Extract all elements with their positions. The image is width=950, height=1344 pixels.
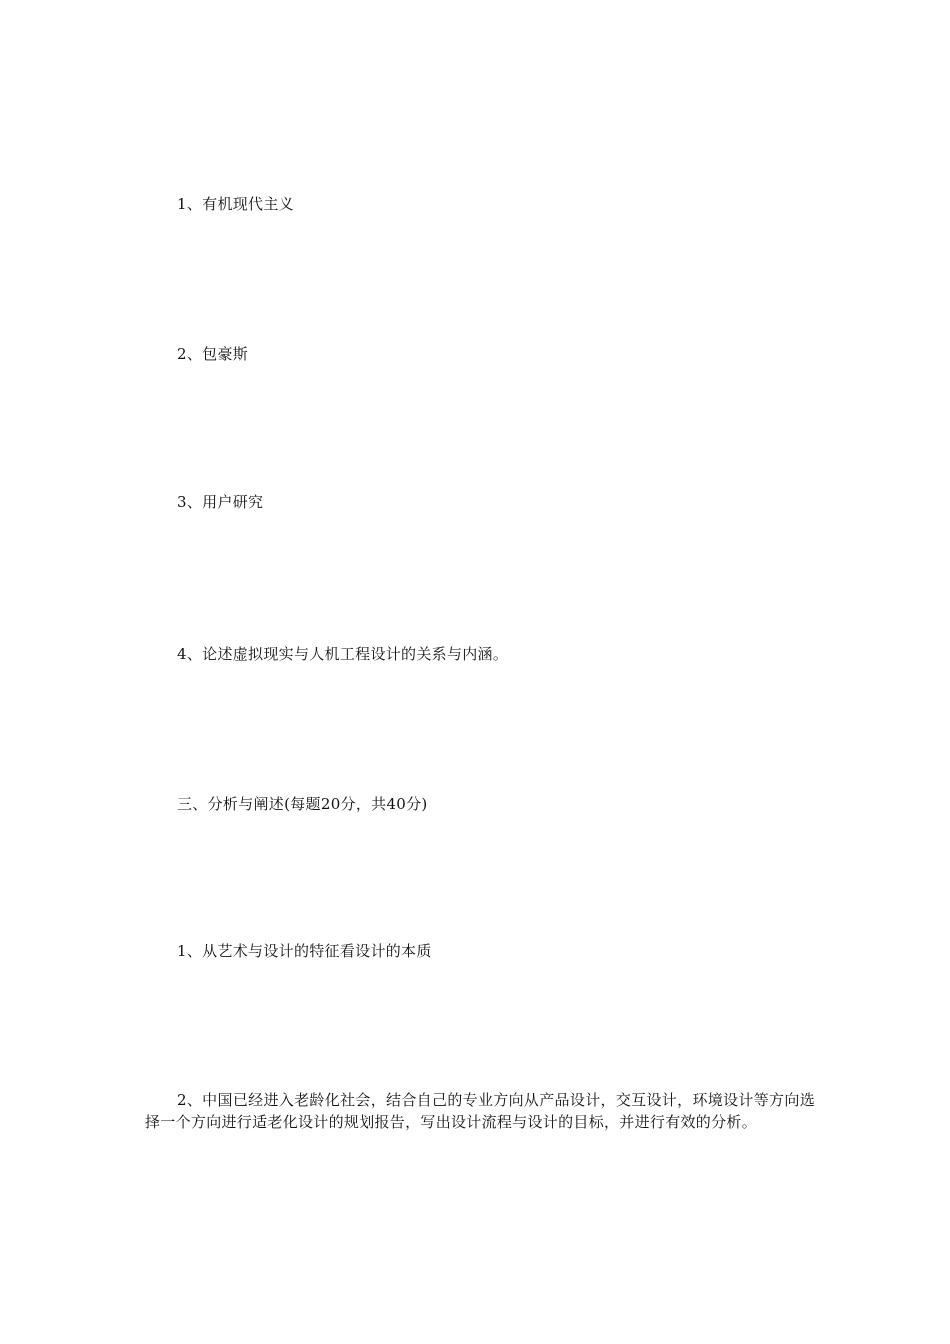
question-item-vr-ergonomics: 4、论述虚拟现实与人机工程设计的关系与内涵。 xyxy=(177,645,509,663)
question-item-organic-modernism: 1、有机现代主义 xyxy=(177,195,294,213)
question-item-aging-design: 2、中国已经进入老龄化社会，结合自己的专业方向从产品设计，交互设计，环境设计等方向选择一个方向进行适老化设计的规划报告，写出设计流程与设计的目标，并进行有效的分析。 xyxy=(145,1091,815,1131)
section-heading: 三、分析与阐述(每题20分，共40分) xyxy=(177,795,428,813)
question-item-bauhaus: 2、包豪斯 xyxy=(177,345,249,363)
question-item-art-design: 1、从艺术与设计的特征看设计的本质 xyxy=(177,942,432,960)
question-item-user-research: 3、用户研究 xyxy=(177,493,264,511)
